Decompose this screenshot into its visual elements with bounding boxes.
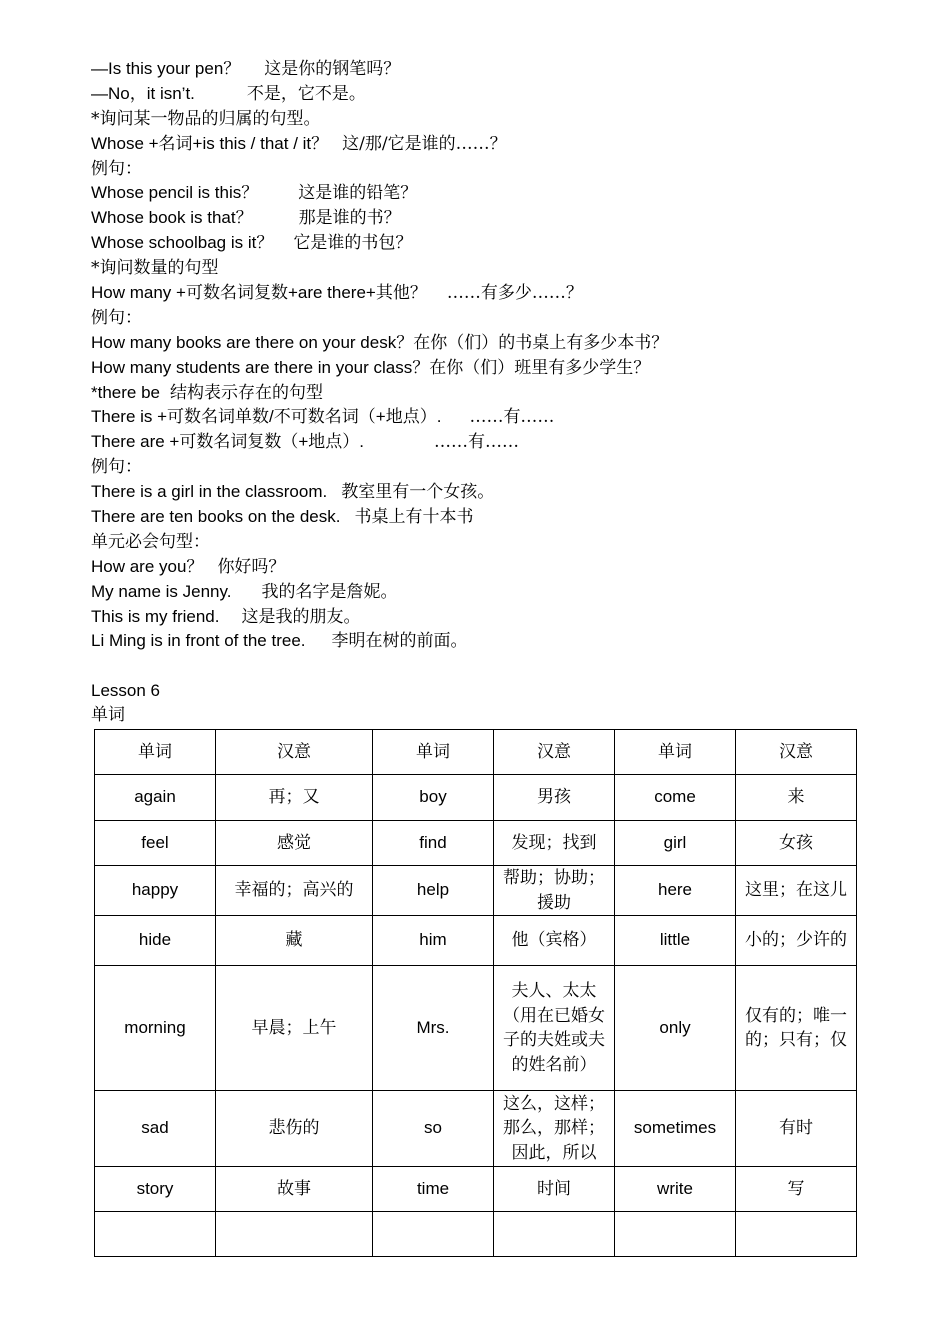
chinese-text: 单元必会句型： xyxy=(91,531,210,552)
english-text: How are you？ xyxy=(91,556,204,576)
text-line xyxy=(91,430,911,455)
word-cell: here xyxy=(615,866,736,916)
text-line xyxy=(91,405,911,430)
english-text: There is a girl in the classroom. xyxy=(91,482,328,502)
word-cell: time xyxy=(373,1167,494,1212)
word-cell: hide xyxy=(95,916,216,966)
chinese-text: 例句： xyxy=(91,307,142,328)
word-cell: happy xyxy=(95,866,216,916)
word-cell: only xyxy=(615,966,736,1091)
meaning-cell: 小的；少许的 xyxy=(736,916,857,966)
text-line xyxy=(91,455,911,480)
chinese-text: 不是，它不是。 xyxy=(246,83,366,104)
english-text: —Is this your pen？ xyxy=(91,59,241,78)
text-line xyxy=(91,381,911,406)
table-header-row xyxy=(95,730,857,775)
english-text: How many +可数名词复数+are there+其他？ xyxy=(91,283,427,303)
chinese-text: 那是谁的书？ xyxy=(298,208,401,229)
meaning-cell: 藏 xyxy=(216,916,373,966)
header-cell: 汉意 xyxy=(494,730,615,775)
lesson-subtitle: 单词 xyxy=(91,705,125,725)
word-cell: him xyxy=(373,916,494,966)
chinese-text: ……有…… xyxy=(434,432,520,453)
table-row xyxy=(95,1091,857,1167)
meaning-cell xyxy=(494,1212,615,1257)
meaning-cell: 发现；找到 xyxy=(494,821,615,866)
word-cell: sometimes xyxy=(615,1091,736,1167)
chinese-text: 它是谁的书包？ xyxy=(293,233,413,254)
english-text: Whose schoolbag is it？ xyxy=(91,233,274,253)
word-cell: little xyxy=(615,916,736,966)
text-line xyxy=(91,57,911,82)
english-text: Whose pencil is this？ xyxy=(91,183,259,203)
chinese-text: 我的名字是詹妮。 xyxy=(261,581,398,602)
table-row xyxy=(95,1212,857,1257)
word-cell: Mrs. xyxy=(373,966,494,1091)
english-text: *there be xyxy=(91,382,160,402)
word-cell xyxy=(615,1212,736,1257)
table-row xyxy=(95,866,857,916)
chinese-text: *询问某一物品的归属的句型。 xyxy=(91,108,321,129)
text-line xyxy=(91,181,911,206)
word-cell: boy xyxy=(373,775,494,821)
meaning-cell: 男孩 xyxy=(494,775,615,821)
text-line xyxy=(91,132,911,157)
text-line xyxy=(91,530,911,555)
english-text: —No，it isn’t. xyxy=(91,83,195,103)
english-text: Whose book is that？ xyxy=(91,208,253,228)
word-cell: story xyxy=(95,1167,216,1212)
chinese-text: 在你（们）班里有多少学生？ xyxy=(429,357,651,378)
meaning-cell: 悲伤的 xyxy=(216,1091,373,1167)
header-cell: 单词 xyxy=(615,730,736,775)
chinese-text: 结构表示存在的句型 xyxy=(170,382,323,403)
text-line xyxy=(91,331,911,356)
chinese-text: 这是我的朋友。 xyxy=(241,606,361,627)
text-line xyxy=(91,281,911,306)
word-cell: morning xyxy=(95,966,216,1091)
text-line xyxy=(91,206,911,231)
text-line xyxy=(91,256,911,281)
chinese-text: 李明在树的前面。 xyxy=(331,631,468,652)
word-cell xyxy=(373,1212,494,1257)
word-cell: write xyxy=(615,1167,736,1212)
text-line xyxy=(91,82,911,107)
text-line xyxy=(91,580,911,605)
meaning-cell: 他（宾格） xyxy=(494,916,615,966)
text-line xyxy=(91,107,911,132)
english-text: There is +可数名词单数/不可数名词（+地点）. xyxy=(91,407,442,427)
chinese-text: 例句： xyxy=(91,158,142,179)
meaning-cell: 来 xyxy=(736,775,857,821)
chinese-text: 在你（们）的书桌上有多少本书？ xyxy=(413,332,669,353)
chinese-text: 这/那/它是谁的……？ xyxy=(342,133,507,154)
word-cell: help xyxy=(373,866,494,916)
english-text: My name is Jenny. xyxy=(91,581,232,601)
word-cell: again xyxy=(95,775,216,821)
meaning-cell xyxy=(216,1212,373,1257)
table-row xyxy=(95,1167,857,1212)
table-row xyxy=(95,966,857,1091)
english-text: Li Ming is in front of the tree. xyxy=(91,631,306,651)
table-row xyxy=(95,775,857,821)
word-cell: come xyxy=(615,775,736,821)
text-line xyxy=(91,505,911,530)
english-text: This is my friend. xyxy=(91,606,220,626)
meaning-cell: 这么，这样；那么，那样；因此，所以 xyxy=(494,1091,615,1167)
meaning-cell: 仅有的；唯一的；只有；仅 xyxy=(736,966,857,1091)
meaning-cell: 感觉 xyxy=(216,821,373,866)
text-line xyxy=(91,629,911,654)
chinese-text: ……有多少……？ xyxy=(446,283,583,304)
table-row xyxy=(95,916,857,966)
english-text: How many books are there on your desk？ xyxy=(91,332,414,352)
word-cell: so xyxy=(373,1091,494,1167)
text-line xyxy=(91,306,911,331)
header-cell: 汉意 xyxy=(216,730,373,775)
english-text: There are ten books on the desk. xyxy=(91,507,341,527)
chinese-text: 例句： xyxy=(91,457,142,478)
text-line xyxy=(91,555,911,580)
text-line xyxy=(91,356,911,381)
chinese-text: *询问数量的句型 xyxy=(91,258,219,279)
vocabulary-table xyxy=(94,729,857,1257)
chinese-text: 这是谁的铅笔？ xyxy=(298,183,418,204)
chinese-text: 教室里有一个女孩。 xyxy=(341,482,495,503)
chinese-text: ……有…… xyxy=(469,407,555,428)
chinese-text: 你好吗？ xyxy=(217,556,286,577)
header-cell: 单词 xyxy=(373,730,494,775)
word-cell: find xyxy=(373,821,494,866)
text-line xyxy=(91,480,911,505)
meaning-cell: 故事 xyxy=(216,1167,373,1212)
table-row xyxy=(95,821,857,866)
english-text: There are +可数名词复数（+地点）. xyxy=(91,432,365,452)
header-cell: 单词 xyxy=(95,730,216,775)
meaning-cell: 写 xyxy=(736,1167,857,1212)
meaning-cell: 夫人、太太（用在已婚女子的夫姓或夫的姓名前） xyxy=(494,966,615,1091)
header-cell: 汉意 xyxy=(736,730,857,775)
english-text: Whose +名词+is this / that / it？ xyxy=(91,133,329,153)
meaning-cell: 早晨；上午 xyxy=(216,966,373,1091)
text-lines xyxy=(91,57,911,654)
meaning-cell: 这里；在这儿 xyxy=(736,866,857,916)
meaning-cell: 有时 xyxy=(736,1091,857,1167)
text-line xyxy=(91,231,911,256)
chinese-text: 这是你的钢笔吗？ xyxy=(264,59,401,79)
word-cell xyxy=(95,1212,216,1257)
word-cell: girl xyxy=(615,821,736,866)
meaning-cell: 女孩 xyxy=(736,821,857,866)
meaning-cell: 帮助；协助；援助 xyxy=(494,866,615,916)
english-text: How many students are there in your class？ xyxy=(91,357,430,377)
meaning-cell: 幸福的；高兴的 xyxy=(216,866,373,916)
lesson-title: Lesson 6 xyxy=(91,681,160,700)
word-cell: sad xyxy=(95,1091,216,1167)
text-line xyxy=(91,605,911,630)
word-cell: feel xyxy=(95,821,216,866)
meaning-cell: 再；又 xyxy=(216,775,373,821)
meaning-cell xyxy=(736,1212,857,1257)
text-line xyxy=(91,157,911,182)
chinese-text: 书桌上有十本书 xyxy=(354,507,474,528)
meaning-cell: 时间 xyxy=(494,1167,615,1212)
